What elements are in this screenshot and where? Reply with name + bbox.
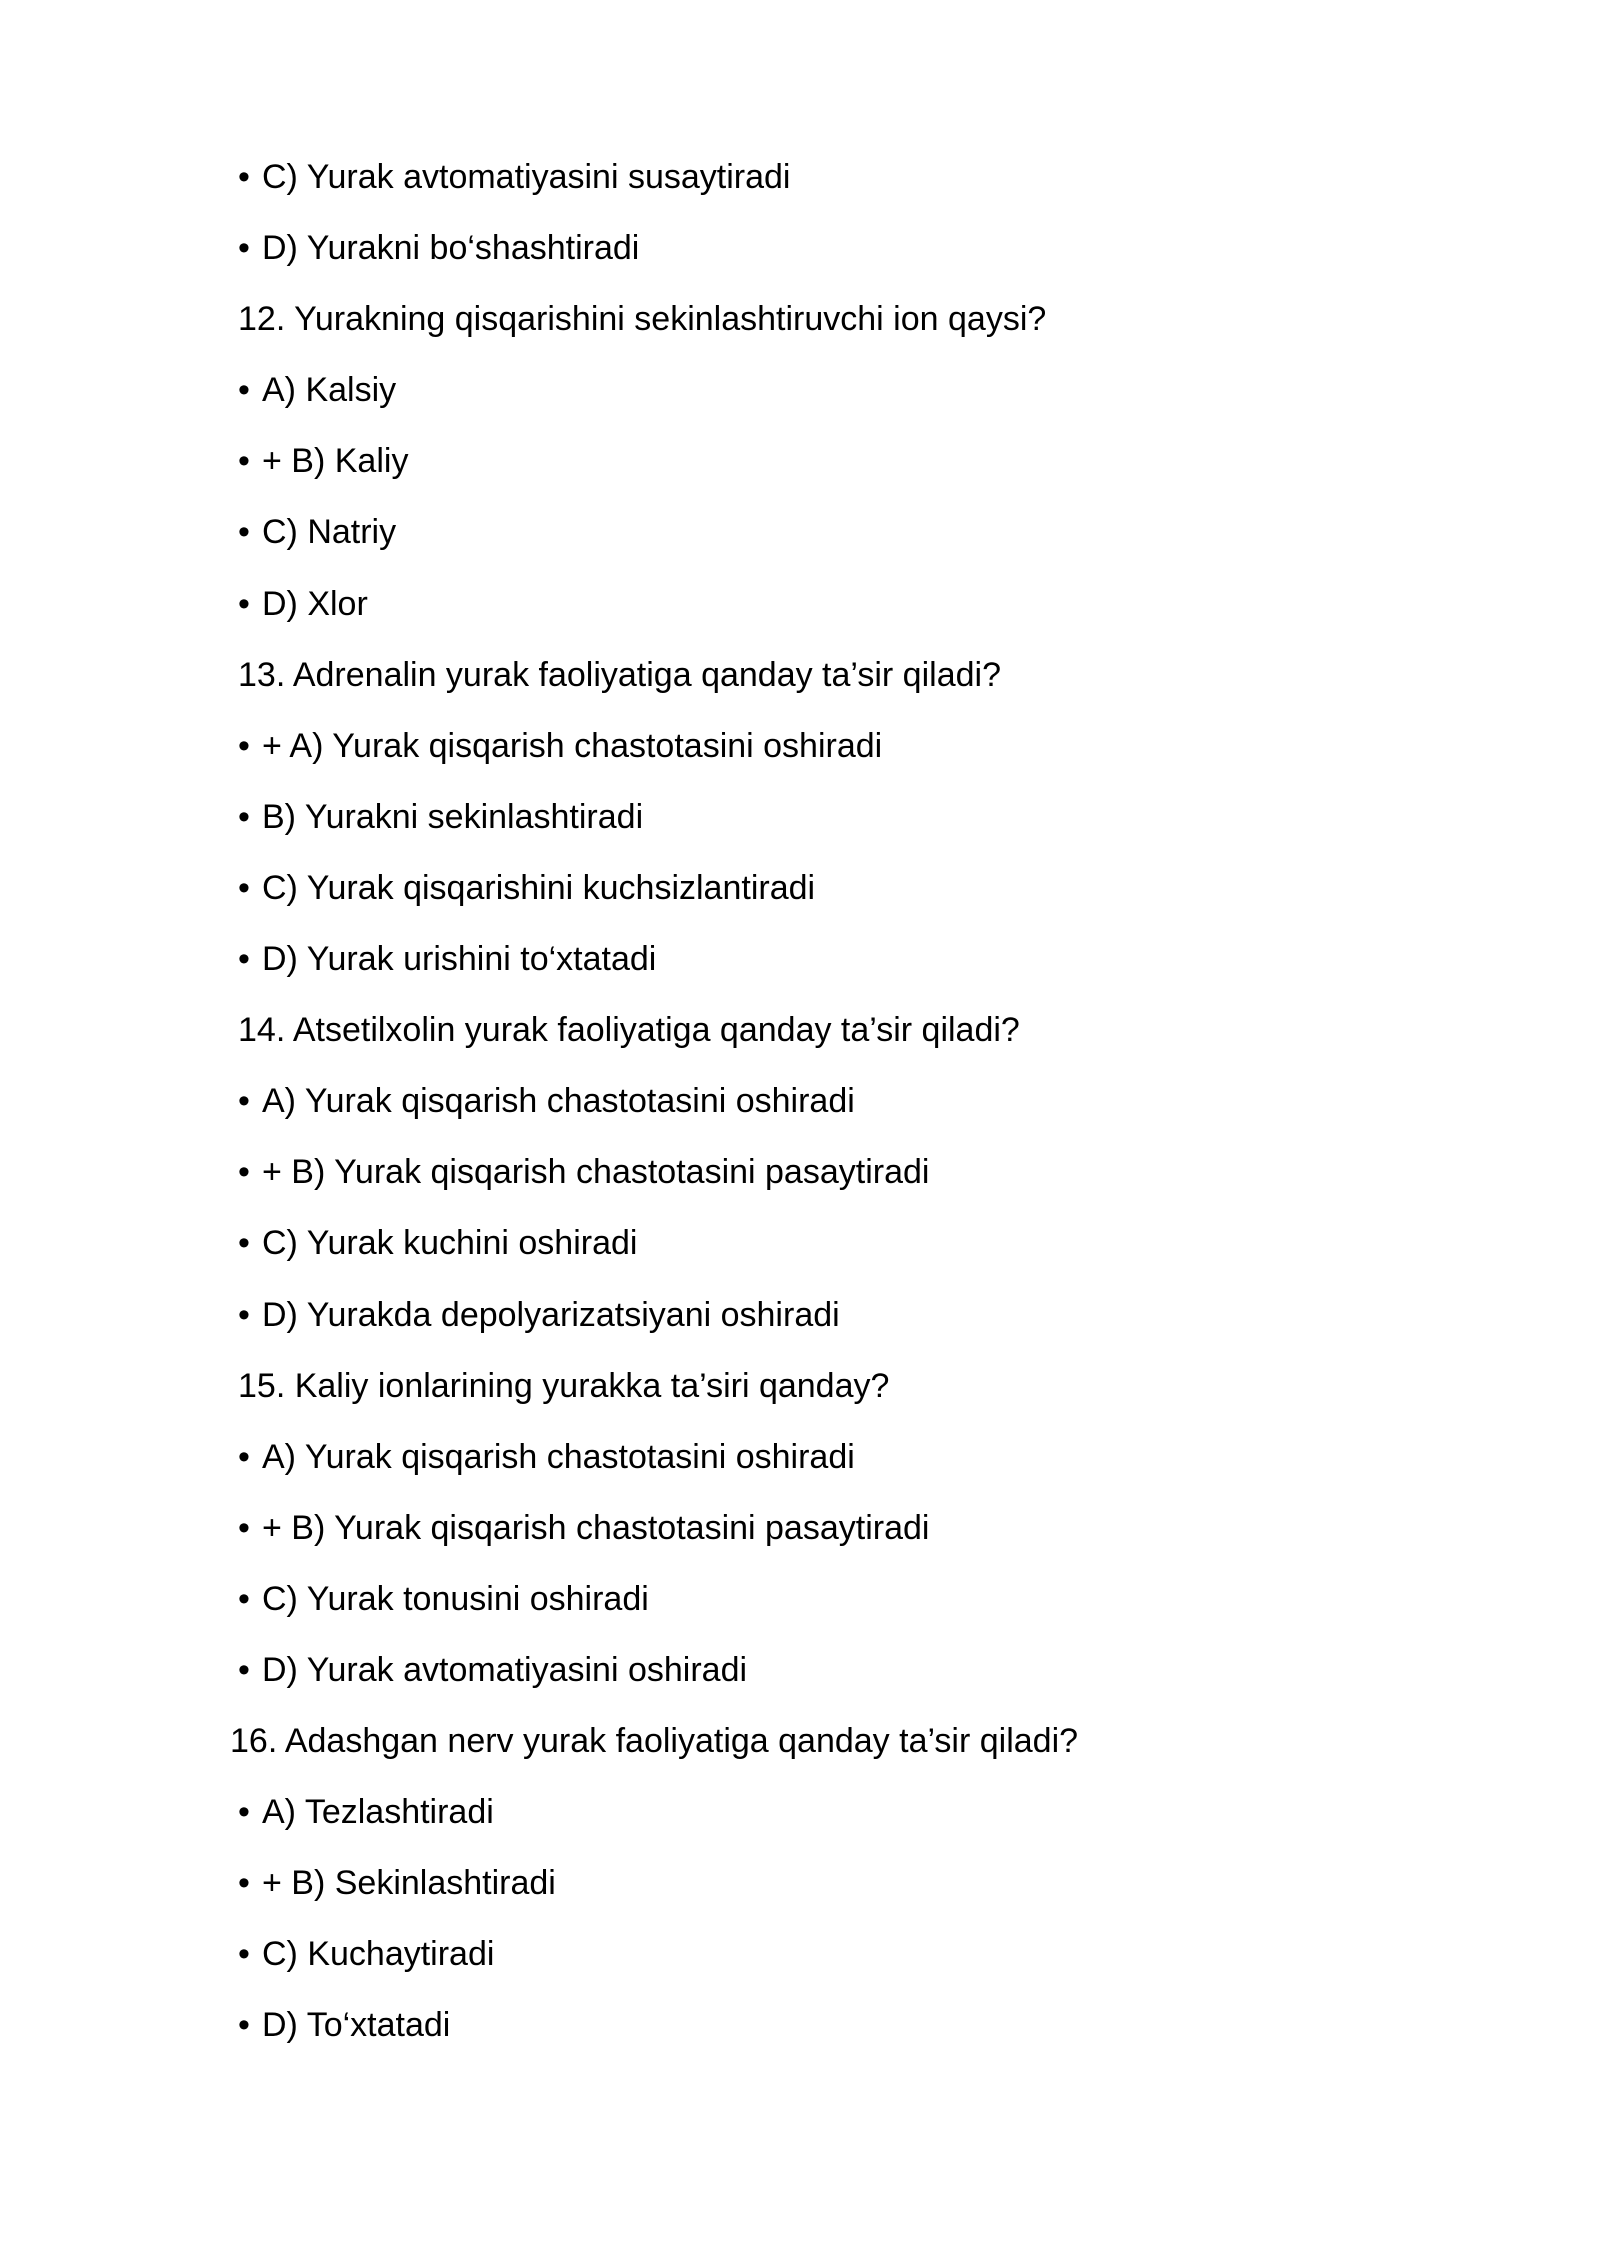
answer-option [238, 213, 1438, 284]
bullet-icon: • [238, 1935, 250, 1974]
question-text: 14. Atsetilxolin yurak faoliyatiga qanday ta’sir qiladi? [238, 1011, 1020, 1050]
answer-option [238, 1564, 1438, 1635]
option-text: D) To‘xtatadi [262, 2006, 451, 2045]
option-text: A) Tezlashtiradi [262, 1793, 494, 1832]
option-text: C) Natriy [262, 513, 397, 552]
question-text: 16. Adashgan nerv yurak faoliyatiga qanday ta’sir qiladi? [230, 1722, 1079, 1761]
answer-option [238, 1493, 1438, 1564]
answer-option [238, 142, 1438, 213]
answer-option [238, 1208, 1438, 1279]
answer-option [238, 1919, 1438, 1990]
bullet-icon: • [238, 797, 250, 836]
option-text: C) Yurak qisqarishini kuchsizlantiradi [262, 868, 816, 907]
option-text: C) Kuchaytiradi [262, 1935, 495, 1974]
option-text: C) Yurak avtomatiyasini susaytiradi [262, 158, 791, 196]
answer-option [238, 569, 1438, 640]
option-text: B) Yurakni sekinlashtiradi [262, 797, 644, 836]
option-text: + B) Yurak qisqarish chastotasini pasaytiradi [262, 1508, 930, 1547]
answer-option [238, 853, 1438, 924]
answer-option [238, 1137, 1438, 1208]
bullet-icon: • [238, 2006, 250, 2045]
bullet-icon: • [238, 1153, 250, 1192]
answer-option [238, 1422, 1438, 1493]
bullet-icon: • [238, 1650, 250, 1689]
answer-option [238, 711, 1438, 782]
bullet-icon: • [238, 584, 250, 623]
answer-option [238, 1990, 1438, 2061]
bullet-icon: • [238, 940, 250, 979]
answer-option [238, 1848, 1438, 1919]
bullet-icon: • [238, 1508, 250, 1547]
bullet-icon: • [238, 868, 250, 907]
option-text: D) Xlor [262, 584, 368, 623]
answer-option [238, 1066, 1438, 1137]
answer-option [238, 782, 1438, 853]
document-body [230, 142, 1438, 2062]
bullet-icon: • [238, 1224, 250, 1263]
question-text: 13. Adrenalin yurak faoliyatiga qanday ta’sir qiladi? [238, 655, 1001, 694]
question-text: 15. Kaliy ionlarining yurakka ta’siri qanday? [238, 1366, 890, 1405]
option-text: C) Yurak tonusini oshiradi [262, 1579, 649, 1618]
bullet-icon: • [238, 726, 250, 765]
question-text: 12. Yurakning qisqarishini sekinlashtiruvchi ion qaysi? [238, 300, 1047, 339]
bullet-icon: • [238, 1793, 250, 1832]
answer-option [238, 497, 1438, 568]
option-text: A) Yurak qisqarish chastotasini oshiradi [262, 1437, 855, 1476]
answer-option [238, 426, 1438, 497]
option-text: D) Yurak avtomatiyasini oshiradi [262, 1650, 748, 1689]
answer-option [238, 1777, 1438, 1848]
bullet-icon: • [238, 513, 250, 552]
option-text: + B) Sekinlashtiradi [262, 1864, 556, 1903]
option-text: A) Kalsiy [262, 371, 397, 410]
option-text: D) Yurakda depolyarizatsiyani oshiradi [262, 1295, 840, 1334]
option-text: D) Yurak urishini to‘xtatadi [262, 940, 657, 979]
bullet-icon: • [238, 158, 250, 196]
option-text: + B) Kaliy [262, 442, 409, 481]
bullet-icon: • [238, 229, 250, 268]
answer-option [238, 355, 1438, 426]
bullet-icon: • [238, 442, 250, 481]
answer-option [238, 1280, 1438, 1351]
answer-option [238, 924, 1438, 995]
bullet-icon: • [238, 1864, 250, 1903]
bullet-icon: • [238, 371, 250, 410]
bullet-icon: • [238, 1295, 250, 1334]
option-text: C) Yurak kuchini oshiradi [262, 1224, 638, 1263]
bullet-icon: • [238, 1437, 250, 1476]
bullet-icon: • [238, 1082, 250, 1121]
option-text: D) Yurakni bo‘shashtiradi [262, 229, 640, 268]
option-text: A) Yurak qisqarish chastotasini oshiradi [262, 1082, 855, 1121]
option-text: + A) Yurak qisqarish chastotasini oshiradi [262, 726, 883, 765]
option-text: + B) Yurak qisqarish chastotasini pasaytiradi [262, 1153, 930, 1192]
answer-option [238, 1635, 1438, 1706]
bullet-icon: • [238, 1579, 250, 1618]
